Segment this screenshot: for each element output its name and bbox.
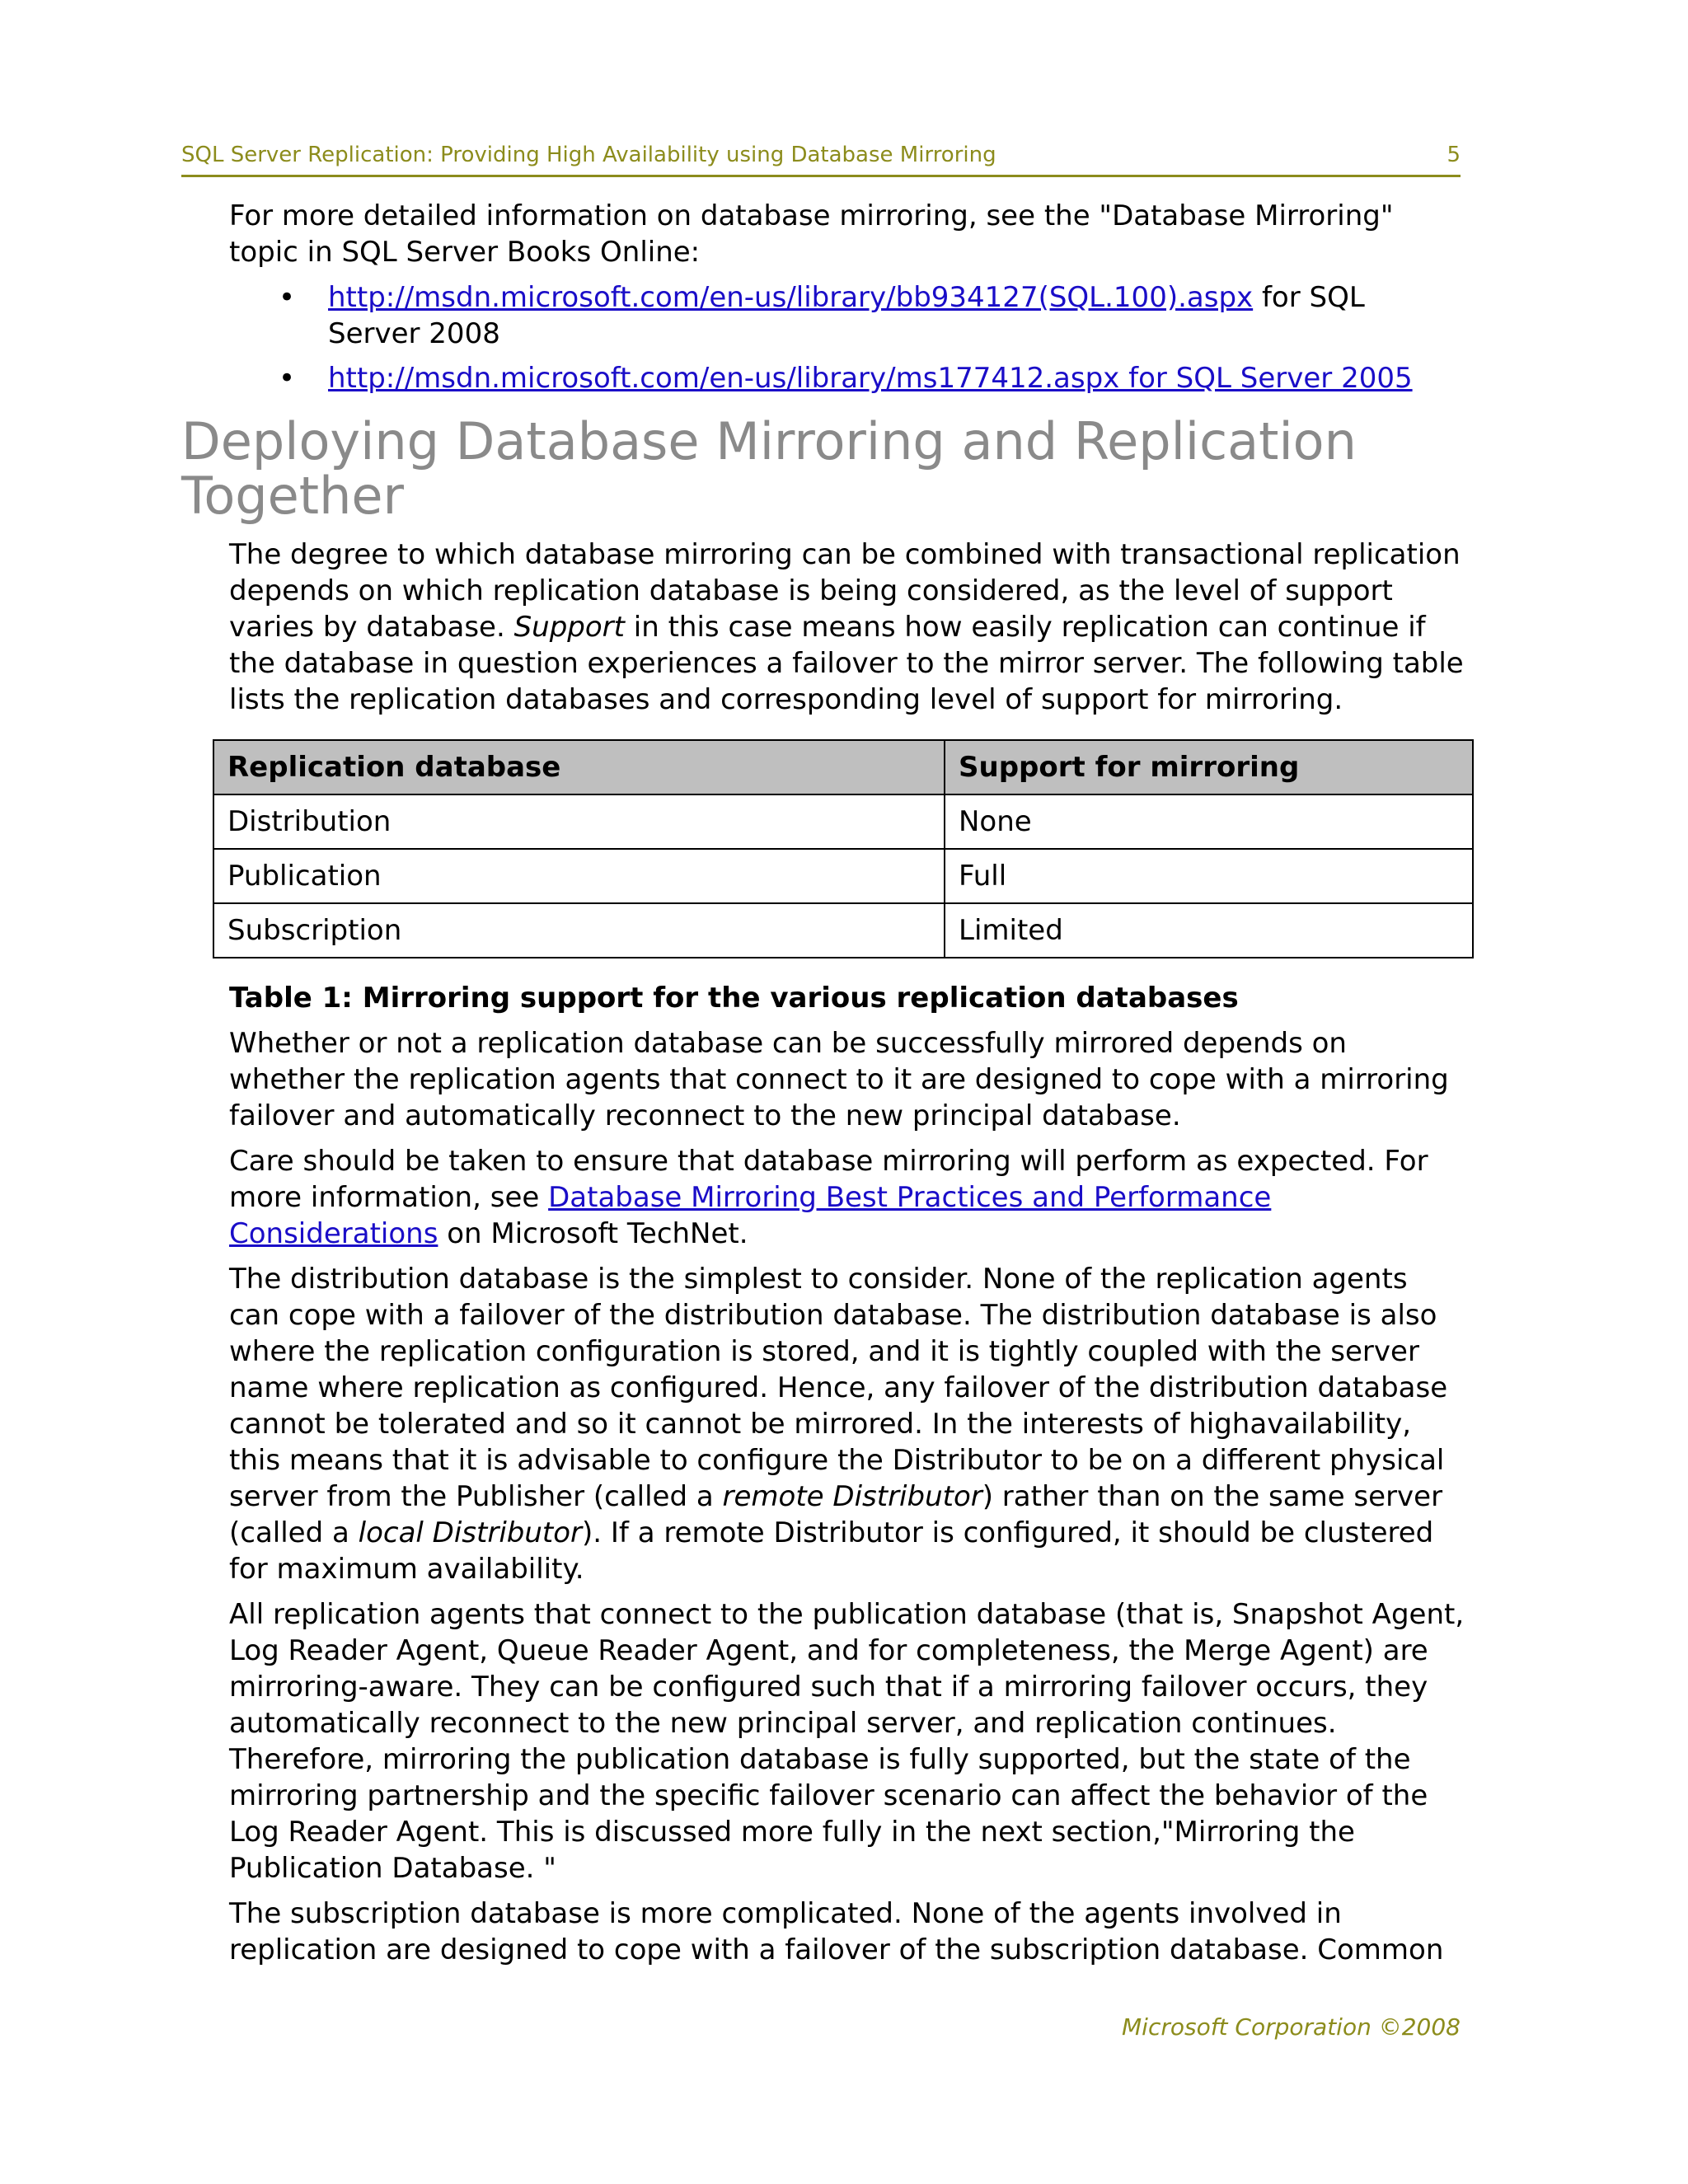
- running-header: [181, 140, 1461, 177]
- body-paragraph: The degree to which database mirroring can be combined with transactional replication depends on which replication database is being considered, as the level of support varies by database. Support in this case means how easily replication can continue if the database in question experiences a failover to the mirror server. The following table lists the replication databases and corresponding level of support for mirroring.: [229, 538, 1464, 716]
- intro-paragraph: For more detailed information on database mirroring, see the "Database Mirroring" topic in SQL Server Books Online:: [229, 199, 1394, 269]
- body-paragraph: The distribution database is the simplest to consider. None of the replication agents can cope with a failover of the distribution database. The distribution database is also where the replication configuration is stored, and it is tightly coupled with the server name where replication as configured. Hence, any failover of the distribution database cannot be tolerated and so it cannot be mirrored. In the interests of highavailability, this means that it is advisable to configure the Distributor to be on a different physical server from the Publisher (called a remote Distributor) rather than on the same server (called a local Distributor). If a remote Distributor is configured, it should be clustered for maximum availability.: [229, 1263, 1448, 1586]
- table-cell: Subscription: [213, 903, 945, 958]
- table-cell: Publication: [213, 849, 945, 903]
- table-cell: Limited: [945, 903, 1473, 958]
- emphasis: remote Distributor: [722, 1480, 982, 1513]
- table-cell: Distribution: [213, 794, 945, 849]
- body-paragraph: Care should be taken to ensure that database mirroring will perform as expected. For more information, see Database Mirroring Best Practices and Performance Considerations on Microsoft TechNet.: [229, 1145, 1428, 1250]
- table-cell: None: [945, 794, 1473, 849]
- link-sql-2005[interactable]: http://msdn.microsoft.com/en-us/library/ms177412.aspx for SQL Server 2005: [328, 362, 1413, 395]
- body-paragraph: All replication agents that connect to the publication database (that is, Snapshot Agent, Log Reader Agent, Queue Reader Agent, and for completeness, the Merge Agent) are mirroring-aware. They can be configured such that if a mirroring failover occurs, they automatically reconnect to the new principal server, and replication continues. Therefore, mirroring the publication database is fully supported, but the state of the mirroring partnership and the specific failover scenario can affect the behavior of the Log Reader Agent. This is discussed more fully in the next section,"Mirroring the Publication Database. ": [229, 1598, 1465, 1885]
- page-number: 5: [1447, 143, 1461, 167]
- emphasis: local Distributor: [358, 1516, 583, 1549]
- table-cell: Full: [945, 849, 1473, 903]
- header-title: SQL Server Replication: Providing High Availability using Database Mirroring: [181, 143, 996, 167]
- body-paragraph: The subscription database is more complicated. None of the agents involved in replication are designed to cope with a failover of the subscription database. Common: [229, 1897, 1444, 1966]
- section-heading: Deploying Database Mirroring and Replication Together: [181, 411, 1357, 526]
- list-item: [279, 279, 1465, 352]
- list-item: [279, 360, 1465, 396]
- emphasis: Support: [513, 611, 625, 644]
- bullet-icon: •: [279, 281, 296, 314]
- link-suffix: for SQL Server 2008: [328, 281, 1365, 350]
- page-footer: Microsoft Corporation ©2008: [1122, 2013, 1461, 2041]
- table-row: [213, 794, 1473, 849]
- table-caption: Table 1: Mirroring support for the various replication databases: [229, 982, 1239, 1015]
- table-header-row: [213, 740, 1473, 794]
- bullet-icon: •: [279, 362, 296, 395]
- column-header: Replication database: [213, 740, 945, 794]
- table-row: [213, 849, 1473, 903]
- page-content: [181, 198, 1465, 1977]
- link-best-practices[interactable]: Database Mirroring Best Practices and Performance Considerations: [229, 1181, 1272, 1250]
- reference-links: [229, 279, 1465, 396]
- table-row: [213, 903, 1473, 958]
- column-header: Support for mirroring: [945, 740, 1473, 794]
- link-sql-2008[interactable]: http://msdn.microsoft.com/en-us/library/bb934127(SQL.100).aspx: [328, 281, 1254, 314]
- mirroring-support-table: [213, 739, 1474, 958]
- body-paragraph: Whether or not a replication database can be successfully mirrored depends on whether the replication agents that connect to it are designed to cope with a mirroring failover and automatically reconnect to the new principal database.: [229, 1027, 1449, 1132]
